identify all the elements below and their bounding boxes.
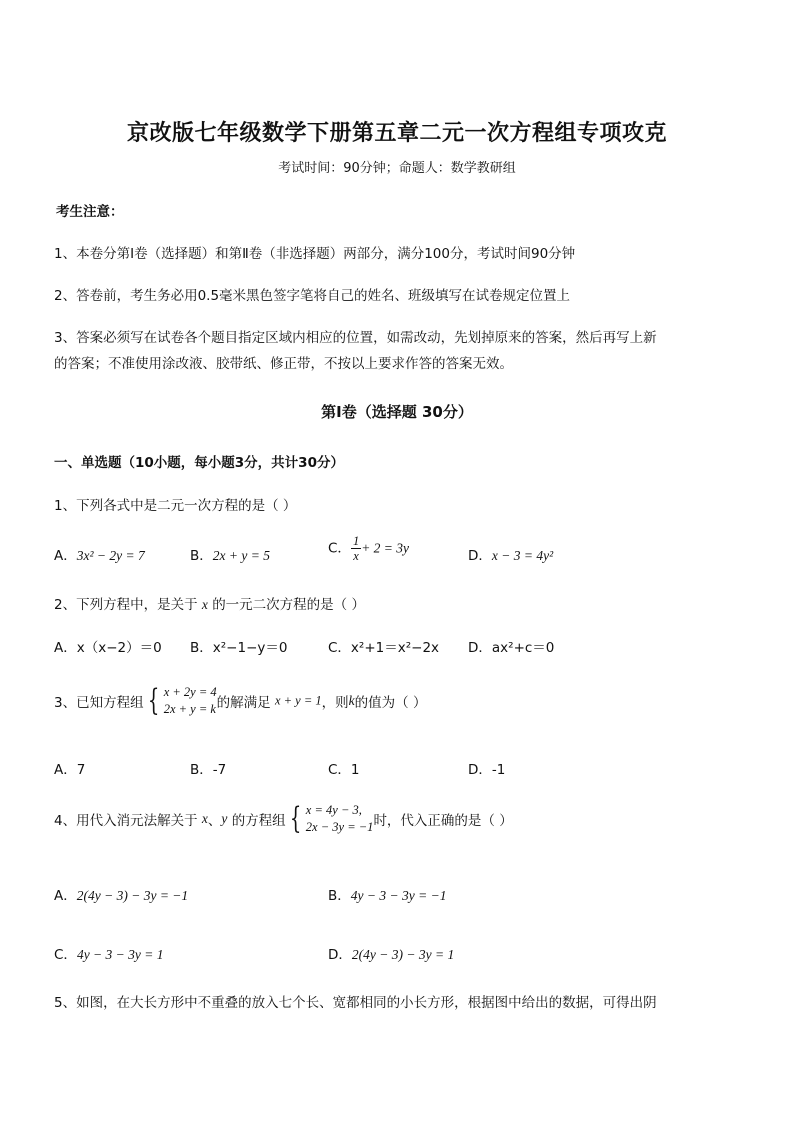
option-math: x − 3 = 4y²	[491, 548, 554, 563]
question-3-option-d: D．-1	[468, 762, 506, 778]
page-title: 京改版七年级数学下册第五章二元一次方程组专项攻克	[126, 120, 667, 146]
equation-2: 2x − 3y = −1	[305, 820, 374, 834]
equation-2: 2x + y = k	[163, 702, 216, 716]
option-math: 4y − 3 − 3y = −1	[350, 888, 447, 903]
fraction	[351, 534, 361, 563]
option-math: 3x² − 2y = 7	[76, 548, 145, 563]
question-5-stem: 5、如图，在大长方形中不重叠的放入七个长、宽都相同的小长方形，根据图中给出的数据，可得出阴	[54, 995, 657, 1011]
question-4-option-c	[54, 943, 164, 963]
option-math: 2x + y = 5	[212, 548, 270, 563]
stem-text: 3、已知方程组	[54, 695, 144, 711]
question-3-option-a: A．7	[54, 762, 86, 778]
option-label: D．	[468, 548, 492, 564]
brace-icon: {	[289, 801, 301, 836]
equation-1: x = 4y − 3,	[305, 803, 362, 817]
question-1-option-c	[328, 534, 409, 563]
option-label: B．	[328, 888, 351, 904]
option-label: A．	[54, 888, 77, 904]
equation-system	[306, 802, 374, 836]
notice-item-3-line-2: 的答案；不准使用涂改液、胶带纸、修正带，不按以上要求作答的答案无效。	[54, 356, 513, 372]
question-3-stem	[54, 684, 426, 718]
notice-item-1: 1、本卷分第Ⅰ卷（选择题）和第Ⅱ卷（非选择题）两部分，满分100分，考试时间90分钟	[54, 246, 576, 262]
exam-info: 考试时间：90分钟；命题人：数学教研组	[278, 161, 516, 176]
variable-y: y	[221, 811, 228, 826]
option-math: 2(4y − 3) − 3y = 1	[351, 947, 455, 962]
fraction-denominator: x	[353, 549, 359, 563]
question-1-option-b	[190, 544, 270, 564]
part-heading: 一、单选题（10小题，每小题3分，共计30分）	[54, 455, 344, 471]
option-label: D．	[328, 947, 352, 963]
fraction-numerator: 1	[352, 534, 360, 548]
question-1-option-a	[54, 544, 145, 564]
notice-heading: 考生注意：	[56, 204, 124, 220]
question-3-option-c: C．1	[328, 762, 360, 778]
notice-item-3-line-1: 3、答案必须写在试卷各个题目指定区域内相应的位置，如需改动，先划掉原来的答案，然后再写上新	[54, 330, 657, 346]
option-math: 2(4y − 3) − 3y = −1	[76, 888, 189, 903]
question-1-option-d	[468, 544, 553, 564]
question-2-option-c: C．x²+1＝x²−2x	[328, 640, 440, 656]
stem-text: 的一元二次方程的是（ ）	[212, 597, 365, 613]
question-2-option-a: A．x（x−2）＝0	[54, 640, 162, 656]
option-math: 4y − 3 − 3y = 1	[76, 947, 164, 962]
option-label: C．	[54, 947, 77, 963]
option-math: + 2 = 3y	[361, 540, 410, 556]
section-title: 第Ⅰ卷（选择题 30分）	[321, 403, 473, 421]
question-2-option-d: D．ax²+c＝0	[468, 640, 555, 656]
stem-text: 时，代入正确的是（ ）	[373, 813, 513, 829]
stem-text: 2、下列方程中，是关于	[54, 597, 198, 613]
stem-text: 的值为（ ）	[354, 695, 427, 711]
stem-text: 4、用代入消元法解关于	[54, 813, 198, 829]
stem-text: 的解满足	[216, 695, 271, 711]
brace-icon: {	[147, 683, 159, 718]
notice-item-2: 2、答卷前，考生务必用0.5毫米黑色签字笔将自己的姓名、班级填写在试卷规定位置上	[54, 288, 571, 304]
question-2-option-b: B．x²−1−y＝0	[190, 640, 288, 656]
condition: x + y = 1	[274, 693, 322, 708]
variable-x: x	[201, 811, 208, 826]
equation-system	[164, 684, 217, 718]
question-3-option-b: B．-7	[190, 762, 227, 778]
question-4-option-d	[328, 943, 454, 963]
equation-1: x + 2y = 4	[163, 685, 217, 699]
question-4-option-b	[328, 884, 446, 904]
stem-text: ，则	[321, 695, 349, 711]
option-label: C．	[328, 540, 351, 557]
question-4-option-a	[54, 884, 188, 904]
stem-text: 的方程组	[231, 813, 286, 829]
stem-text: 、	[207, 813, 222, 829]
option-label: A．	[54, 548, 77, 564]
variable-x: x	[201, 597, 208, 612]
option-label: B．	[190, 548, 213, 564]
question-4-stem	[54, 802, 513, 836]
question-2-stem	[54, 593, 365, 613]
question-1-stem: 1、下列各式中是二元一次方程的是（ ）	[54, 498, 297, 514]
variable-k: k	[348, 693, 355, 708]
